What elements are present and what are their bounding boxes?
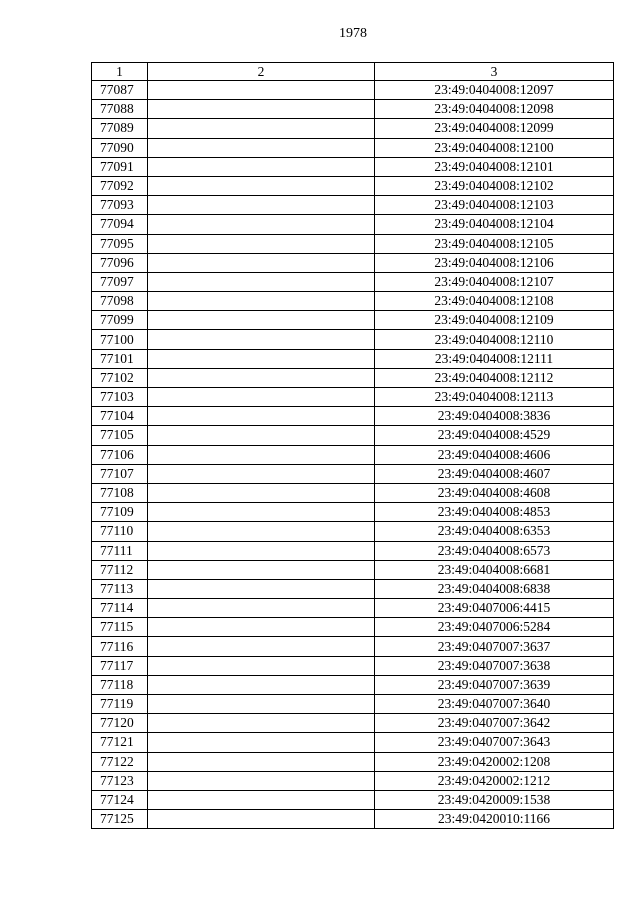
cadastral-number-cell: 23:49:0404008:4853 xyxy=(375,503,614,522)
table-row xyxy=(92,522,614,541)
row-column-2-cell xyxy=(148,675,375,694)
row-number-cell: 77121 xyxy=(92,733,148,752)
row-column-2-cell xyxy=(148,368,375,387)
cadastral-number-cell: 23:49:0404008:12105 xyxy=(375,234,614,253)
page-number: 1978 xyxy=(339,26,367,41)
table-row xyxy=(92,618,614,637)
row-column-2-cell xyxy=(148,503,375,522)
cadastral-number-cell: 23:49:0404008:4529 xyxy=(375,426,614,445)
cadastral-number-cell: 23:49:0407006:4415 xyxy=(375,599,614,618)
cadastral-number-cell: 23:49:0407007:3643 xyxy=(375,733,614,752)
table-row xyxy=(92,234,614,253)
row-column-2-cell xyxy=(148,483,375,502)
table-row xyxy=(92,637,614,656)
cadastral-number-cell: 23:49:0404008:6353 xyxy=(375,522,614,541)
row-number-cell: 77106 xyxy=(92,445,148,464)
cadastral-number-cell: 23:49:0404008:12110 xyxy=(375,330,614,349)
cadastral-number-cell: 23:49:0407007:3642 xyxy=(375,714,614,733)
column-header-3: 3 xyxy=(375,63,614,81)
table-row xyxy=(92,541,614,560)
table-row xyxy=(92,695,614,714)
row-number-cell: 77091 xyxy=(92,157,148,176)
row-column-2-cell xyxy=(148,579,375,598)
row-column-2-cell xyxy=(148,157,375,176)
row-number-cell: 77105 xyxy=(92,426,148,445)
cadastral-number-cell: 23:49:0404008:3836 xyxy=(375,407,614,426)
table-row xyxy=(92,176,614,195)
row-number-cell: 77103 xyxy=(92,388,148,407)
row-number-cell: 77113 xyxy=(92,579,148,598)
row-column-2-cell xyxy=(148,810,375,829)
table-row xyxy=(92,675,614,694)
row-number-cell: 77124 xyxy=(92,790,148,809)
row-column-2-cell xyxy=(148,119,375,138)
table-row xyxy=(92,157,614,176)
row-number-cell: 77101 xyxy=(92,349,148,368)
cadastral-number-cell: 23:49:0404008:6681 xyxy=(375,560,614,579)
table-row xyxy=(92,733,614,752)
table-header xyxy=(92,63,614,81)
table-row xyxy=(92,714,614,733)
table-row xyxy=(92,560,614,579)
row-column-2-cell xyxy=(148,234,375,253)
table-row xyxy=(92,483,614,502)
row-column-2-cell xyxy=(148,560,375,579)
row-number-cell: 77108 xyxy=(92,483,148,502)
row-number-cell: 77118 xyxy=(92,675,148,694)
table-row xyxy=(92,311,614,330)
row-number-cell: 77107 xyxy=(92,464,148,483)
row-number-cell: 77119 xyxy=(92,695,148,714)
cadastral-number-cell: 23:49:0407007:3638 xyxy=(375,656,614,675)
row-column-2-cell xyxy=(148,349,375,368)
table-row xyxy=(92,426,614,445)
table-row xyxy=(92,388,614,407)
row-number-cell: 77092 xyxy=(92,176,148,195)
cadastral-number-cell: 23:49:0404008:4607 xyxy=(375,464,614,483)
row-column-2-cell xyxy=(148,253,375,272)
cadastral-number-cell: 23:49:0420002:1212 xyxy=(375,771,614,790)
row-column-2-cell xyxy=(148,100,375,119)
row-column-2-cell xyxy=(148,541,375,560)
cadastral-number-cell: 23:49:0404008:6573 xyxy=(375,541,614,560)
table-row xyxy=(92,330,614,349)
row-column-2-cell xyxy=(148,522,375,541)
row-number-cell: 77089 xyxy=(92,119,148,138)
row-column-2-cell xyxy=(148,196,375,215)
table-row xyxy=(92,464,614,483)
cadastral-number-cell: 23:49:0404008:12107 xyxy=(375,272,614,291)
table-row xyxy=(92,253,614,272)
cadastral-number-cell: 23:49:0404008:12099 xyxy=(375,119,614,138)
row-number-cell: 77120 xyxy=(92,714,148,733)
table-row xyxy=(92,599,614,618)
row-number-cell: 77122 xyxy=(92,752,148,771)
row-number-cell: 77093 xyxy=(92,196,148,215)
row-number-cell: 77116 xyxy=(92,637,148,656)
row-number-cell: 77096 xyxy=(92,253,148,272)
table-row xyxy=(92,119,614,138)
row-column-2-cell xyxy=(148,176,375,195)
row-column-2-cell xyxy=(148,388,375,407)
cadastral-number-cell: 23:49:0407007:3639 xyxy=(375,675,614,694)
row-number-cell: 77099 xyxy=(92,311,148,330)
row-column-2-cell xyxy=(148,292,375,311)
row-column-2-cell xyxy=(148,599,375,618)
cadastral-number-cell: 23:49:0404008:12100 xyxy=(375,138,614,157)
table-row xyxy=(92,138,614,157)
row-column-2-cell xyxy=(148,272,375,291)
column-header-2: 2 xyxy=(148,63,375,81)
row-number-cell: 77114 xyxy=(92,599,148,618)
cadastral-number-cell: 23:49:0407007:3640 xyxy=(375,695,614,714)
row-number-cell: 77111 xyxy=(92,541,148,560)
table-header-row xyxy=(92,63,614,81)
row-column-2-cell xyxy=(148,695,375,714)
table-row xyxy=(92,292,614,311)
table-row xyxy=(92,196,614,215)
cadastral-number-cell: 23:49:0404008:12102 xyxy=(375,176,614,195)
row-column-2-cell xyxy=(148,790,375,809)
row-column-2-cell xyxy=(148,445,375,464)
cadastral-number-cell: 23:49:0404008:12098 xyxy=(375,100,614,119)
cadastral-number-cell: 23:49:0404008:4608 xyxy=(375,483,614,502)
row-number-cell: 77110 xyxy=(92,522,148,541)
cadastral-number-cell: 23:49:0420010:1166 xyxy=(375,810,614,829)
table-row xyxy=(92,368,614,387)
cadastral-number-cell: 23:49:0404008:12112 xyxy=(375,368,614,387)
table-row xyxy=(92,503,614,522)
row-number-cell: 77098 xyxy=(92,292,148,311)
row-column-2-cell xyxy=(148,733,375,752)
cadastral-number-cell: 23:49:0404008:6838 xyxy=(375,579,614,598)
table-row xyxy=(92,656,614,675)
row-column-2-cell xyxy=(148,752,375,771)
row-column-2-cell xyxy=(148,81,375,100)
row-number-cell: 77104 xyxy=(92,407,148,426)
cadastral-number-cell: 23:49:0404008:12101 xyxy=(375,157,614,176)
table-row xyxy=(92,272,614,291)
row-number-cell: 77087 xyxy=(92,81,148,100)
row-number-cell: 77109 xyxy=(92,503,148,522)
row-column-2-cell xyxy=(148,330,375,349)
row-column-2-cell xyxy=(148,618,375,637)
table-row xyxy=(92,579,614,598)
row-column-2-cell xyxy=(148,215,375,234)
cadastral-number-cell: 23:49:0404008:4606 xyxy=(375,445,614,464)
table-row xyxy=(92,810,614,829)
row-column-2-cell xyxy=(148,138,375,157)
cadastral-number-cell: 23:49:0404008:12097 xyxy=(375,81,614,100)
table-row xyxy=(92,215,614,234)
table-row xyxy=(92,349,614,368)
cadastral-number-cell: 23:49:0404008:12108 xyxy=(375,292,614,311)
cadastral-number-cell: 23:49:0404008:12109 xyxy=(375,311,614,330)
row-number-cell: 77100 xyxy=(92,330,148,349)
cadastral-number-cell: 23:49:0404008:12104 xyxy=(375,215,614,234)
row-number-cell: 77097 xyxy=(92,272,148,291)
table-row xyxy=(92,790,614,809)
row-number-cell: 77094 xyxy=(92,215,148,234)
cadastral-number-cell: 23:49:0407007:3637 xyxy=(375,637,614,656)
cadastral-number-cell: 23:49:0404008:12103 xyxy=(375,196,614,215)
row-number-cell: 77112 xyxy=(92,560,148,579)
row-number-cell: 77095 xyxy=(92,234,148,253)
cadastral-number-cell: 23:49:0420009:1538 xyxy=(375,790,614,809)
row-number-cell: 77102 xyxy=(92,368,148,387)
row-number-cell: 77088 xyxy=(92,100,148,119)
table-row xyxy=(92,771,614,790)
row-number-cell: 77115 xyxy=(92,618,148,637)
row-number-cell: 77117 xyxy=(92,656,148,675)
row-number-cell: 77125 xyxy=(92,810,148,829)
row-number-cell: 77090 xyxy=(92,138,148,157)
row-column-2-cell xyxy=(148,311,375,330)
table-row xyxy=(92,407,614,426)
table-row xyxy=(92,81,614,100)
row-column-2-cell xyxy=(148,637,375,656)
row-column-2-cell xyxy=(148,464,375,483)
cadastral-number-cell: 23:49:0404008:12113 xyxy=(375,388,614,407)
row-number-cell: 77123 xyxy=(92,771,148,790)
cadastral-number-cell: 23:49:0404008:12111 xyxy=(375,349,614,368)
table-row xyxy=(92,752,614,771)
row-column-2-cell xyxy=(148,656,375,675)
column-header-1: 1 xyxy=(92,63,148,81)
cadastral-number-cell: 23:49:0407006:5284 xyxy=(375,618,614,637)
cadastral-number-cell: 23:49:0420002:1208 xyxy=(375,752,614,771)
row-column-2-cell xyxy=(148,714,375,733)
table-body xyxy=(92,81,614,829)
registry-table xyxy=(91,62,614,829)
table-row xyxy=(92,445,614,464)
table-row xyxy=(92,100,614,119)
cadastral-number-cell: 23:49:0404008:12106 xyxy=(375,253,614,272)
row-column-2-cell xyxy=(148,407,375,426)
row-column-2-cell xyxy=(148,771,375,790)
row-column-2-cell xyxy=(148,426,375,445)
